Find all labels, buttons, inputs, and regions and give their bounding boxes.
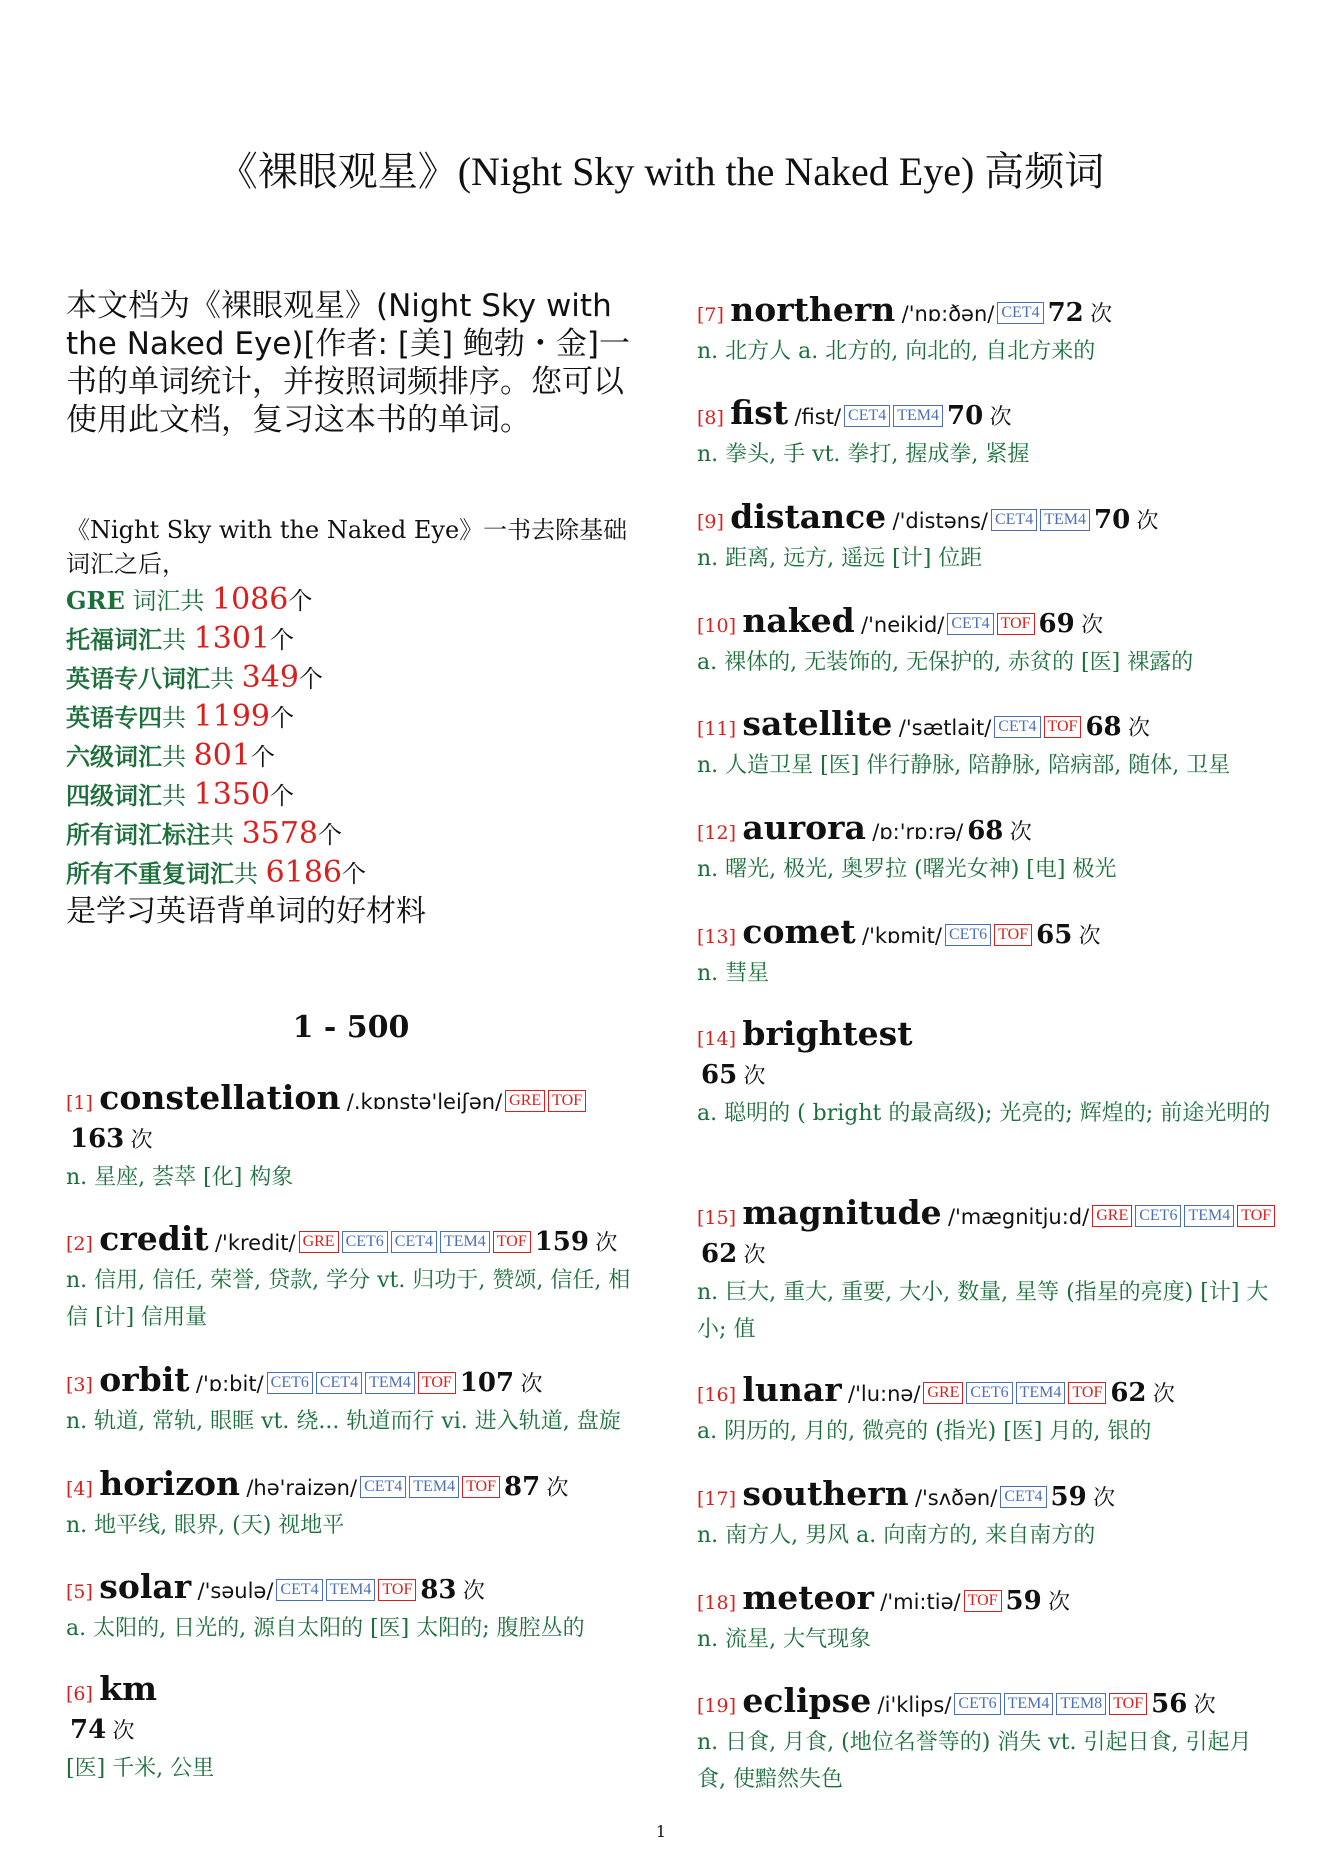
exam-tag: GRE (299, 1231, 339, 1253)
stat-mid: 词汇共 (124, 587, 212, 615)
stat-mid: 共 (162, 743, 194, 771)
exam-tag: TEM4 (409, 1476, 459, 1498)
frequency-unit: 次 (462, 1579, 485, 1604)
pronunciation: /'distəns/ (892, 509, 988, 533)
exam-tag: CET6 (966, 1382, 1012, 1404)
entry-head (697, 1683, 1277, 1724)
stat-unit: 个 (298, 665, 323, 693)
word-entry (66, 1671, 636, 1787)
stat-line-tem8 (66, 659, 636, 698)
word-entry (697, 1476, 1277, 1554)
word-entry (697, 292, 1277, 370)
frequency-count: 107 (459, 1368, 515, 1398)
word-entry (697, 914, 1277, 992)
stat-line-gre (66, 581, 636, 620)
stat-number: 1086 (212, 582, 289, 617)
exam-tag: TOF (1068, 1382, 1106, 1404)
entry-index: [18] (697, 1592, 737, 1614)
headword: credit (99, 1219, 209, 1258)
entry-index: [8] (697, 407, 724, 429)
stat-mid: 共 (162, 626, 194, 654)
stat-label: 英语专八词汇 (66, 664, 210, 693)
entry-head (697, 1016, 1277, 1095)
frequency-unit: 次 (1081, 613, 1104, 638)
frequency-unit: 次 (1090, 302, 1113, 327)
exam-tag: CET6 (1135, 1205, 1181, 1227)
stat-number: 3578 (241, 816, 318, 851)
entry-index: [17] (697, 1488, 737, 1510)
entry-index: [11] (697, 718, 737, 740)
word-entry (66, 1221, 636, 1336)
frequency-unit: 次 (1009, 820, 1032, 845)
exam-tag: TEM4 (1004, 1693, 1054, 1715)
definition: n. 曙光, 极光, 奥罗拉 (曙光女神) [电] 极光 (697, 857, 1117, 882)
headword: comet (742, 912, 856, 951)
entry-head (697, 292, 1277, 333)
stat-label: 所有不重复词汇 (66, 859, 234, 888)
entry-head (697, 1372, 1277, 1413)
definition: n. 南方人, 男风 a. 向南方的, 来自南方的 (697, 1523, 1096, 1548)
frequency-unit: 次 (1048, 1590, 1071, 1615)
entry-head (697, 1476, 1277, 1517)
exam-tag: TOF (493, 1231, 531, 1253)
entry-index: [3] (66, 1374, 93, 1396)
exam-tag: TEM4 (326, 1579, 376, 1601)
headword: solar (99, 1567, 192, 1606)
stat-line-cet4 (66, 776, 636, 815)
definition: n. 星座, 荟萃 [化] 构象 (66, 1165, 294, 1190)
pronunciation: /.kɒnstə'leiʃən/ (346, 1090, 503, 1114)
stat-line-tem4 (66, 698, 636, 737)
exam-tag: GRE (923, 1382, 963, 1404)
definition: n. 距离, 远方, 遥远 [计] 位距 (697, 546, 983, 571)
definition: n. 信用, 信任, 荣誉, 贷款, 学分 vt. 归功于, 赞颂, 信任, 相信 [计] 信用量 (66, 1268, 631, 1330)
entry-head (697, 914, 1277, 955)
stat-mid: 共 (162, 782, 194, 810)
word-entry (66, 1466, 636, 1544)
entry-index: [16] (697, 1384, 737, 1406)
stat-unit: 个 (288, 587, 313, 615)
document-title: 《裸眼观星》(Night Sky with the Naked Eye) 高频词 (217, 149, 1105, 194)
stat-unit: 个 (270, 782, 294, 810)
pronunciation: /'mægnitju:d/ (947, 1205, 1090, 1229)
frequency-count: 68 (1085, 712, 1122, 742)
frequency-unit: 次 (989, 405, 1012, 430)
word-entry (697, 810, 1277, 888)
exam-tag: CET6 (954, 1693, 1000, 1715)
entry-index: [6] (66, 1683, 93, 1705)
headword: eclipse (742, 1681, 872, 1720)
entry-head (66, 1362, 636, 1403)
headword: satellite (742, 704, 893, 743)
pronunciation: /'səulə/ (197, 1579, 274, 1603)
stat-label: 四级词汇 (66, 781, 162, 810)
exam-tag: TOF (964, 1590, 1002, 1612)
stat-mid: 共 (234, 860, 266, 888)
exam-tag: TOF (378, 1579, 416, 1601)
pronunciation: /'neikid/ (861, 613, 945, 637)
pronunciation: /i'klips/ (877, 1693, 952, 1717)
word-entry (697, 1683, 1277, 1798)
headword: km (99, 1669, 158, 1708)
frequency-unit: 次 (130, 1128, 153, 1153)
exam-tag: CET4 (991, 509, 1037, 531)
frequency-count: 72 (1047, 298, 1084, 328)
page-number: 1 (655, 1822, 667, 1841)
entry-index: [7] (697, 304, 724, 326)
stat-unit: 个 (250, 743, 275, 771)
frequency-count: 59 (1050, 1482, 1087, 1512)
word-entry (697, 1372, 1277, 1450)
exam-tag: TEM4 (365, 1372, 415, 1394)
stat-label: 托福词汇 (66, 625, 162, 654)
word-entry (697, 1016, 1277, 1132)
stat-line-toefl (66, 620, 636, 659)
entry-index: [13] (697, 926, 737, 948)
frequency-unit: 次 (546, 1476, 569, 1501)
frequency-count: 62 (701, 1239, 738, 1269)
frequency-unit: 次 (743, 1243, 766, 1268)
headword: fist (730, 393, 789, 432)
stat-label: 所有词汇标注 (66, 820, 210, 849)
frequency-unit: 次 (743, 1064, 766, 1089)
entry-head (697, 395, 1277, 436)
stat-line-cet6 (66, 737, 636, 776)
entry-index: [14] (697, 1028, 737, 1050)
definition: n. 轨道, 常轨, 眼眶 vt. 绕... 轨道而行 vi. 进入轨道, 盘旋 (66, 1409, 621, 1434)
pronunciation: /hə'raizən/ (246, 1476, 358, 1500)
exam-tag: CET4 (391, 1231, 437, 1253)
entry-head (66, 1221, 636, 1262)
definition: n. 地平线, 眼界, (天) 视地平 (66, 1513, 345, 1538)
entry-index: [9] (697, 511, 724, 533)
entry-index: [1] (66, 1092, 93, 1114)
exam-tag: CET6 (945, 924, 991, 946)
definition: n. 日食, 月食, (地位名誉等的) 消失 vt. 引起日食, 引起月食, 使黯然失色 (697, 1730, 1252, 1792)
frequency-count: 83 (420, 1575, 457, 1605)
exam-tag: CET4 (360, 1476, 406, 1498)
frequency-count: 70 (1093, 505, 1131, 535)
definition: a. 太阳的, 日光的, 源自太阳的 [医] 太阳的; 腹腔丛的 (66, 1616, 585, 1641)
entry-head (697, 603, 1277, 644)
exam-tag: TOF (1237, 1205, 1275, 1227)
stat-unit: 个 (270, 626, 294, 654)
definition: a. 阴历的, 月的, 微亮的 (指光) [医] 月的, 银的 (697, 1419, 1152, 1444)
exam-tag: TOF (1044, 716, 1082, 738)
stat-label: 英语专四 (66, 703, 162, 732)
exam-tag: TEM4 (1184, 1205, 1234, 1227)
entry-head (697, 499, 1277, 540)
frequency-count: 163 (70, 1124, 125, 1154)
stat-number: 1350 (193, 777, 270, 812)
frequency-count: 65 (1036, 920, 1073, 950)
exam-tag: CET6 (342, 1231, 388, 1253)
headword: magnitude (742, 1193, 942, 1232)
definition: a. 裸体的, 无装饰的, 无保护的, 赤贫的 [医] 裸露的 (697, 650, 1194, 675)
definition: [医] 千米, 公里 (66, 1756, 215, 1781)
stats-lead: 《Night Sky with the Naked Eye》一书去除基础词汇之后， (66, 516, 628, 578)
frequency-unit: 次 (1127, 716, 1150, 741)
vocab-stats (66, 513, 636, 930)
headword: brightest (742, 1014, 913, 1053)
exam-tag: TOF (548, 1090, 586, 1112)
entry-head (697, 810, 1277, 851)
pronunciation: /'nɒ:ðən/ (901, 302, 995, 326)
stat-number: 1301 (193, 621, 270, 656)
headword: southern (742, 1474, 909, 1513)
headword: northern (730, 290, 896, 329)
frequency-unit: 次 (112, 1719, 135, 1744)
stat-number: 1199 (193, 699, 270, 734)
entry-index: [4] (66, 1478, 93, 1500)
exam-tag: CET4 (994, 716, 1040, 738)
headword: horizon (99, 1464, 240, 1503)
frequency-count: 59 (1005, 1586, 1042, 1616)
exam-tag: TOF (462, 1476, 500, 1498)
stats-closing: 是学习英语背单词的好材料 (66, 894, 426, 929)
exam-tag: CET4 (316, 1372, 362, 1394)
frequency-unit: 次 (1152, 1382, 1175, 1407)
word-entry (697, 706, 1277, 784)
headword: lunar (742, 1370, 842, 1409)
headword: orbit (99, 1360, 190, 1399)
frequency-count: 69 (1038, 609, 1075, 639)
stat-number: 6186 (265, 855, 342, 890)
exam-tag: CET6 (267, 1372, 313, 1394)
exam-tag: TOF (418, 1372, 456, 1394)
definition: n. 人造卫星 [医] 伴行静脉, 陪静脉, 陪病部, 随体, 卫星 (697, 753, 1231, 778)
entry-index: [12] (697, 822, 737, 844)
word-entry (697, 603, 1277, 681)
headword: distance (730, 497, 887, 536)
exam-tag: CET4 (276, 1579, 322, 1601)
exam-tag: GRE (1092, 1205, 1132, 1227)
definition: n. 巨大, 重大, 重要, 大小, 数量, 星等 (指星的亮度) [计] 大小; 值 (697, 1280, 1269, 1342)
exam-tag: TEM4 (1040, 509, 1090, 531)
pronunciation: /fist/ (794, 405, 842, 429)
word-entry (697, 1580, 1277, 1658)
word-entry (66, 1569, 636, 1647)
word-entry (697, 499, 1277, 577)
pronunciation: /'lu:nə/ (848, 1382, 921, 1406)
frequency-count: 56 (1151, 1689, 1188, 1719)
stat-unit: 个 (270, 704, 294, 732)
entry-index: [19] (697, 1695, 737, 1717)
frequency-unit: 次 (520, 1372, 543, 1397)
exam-tag: CET4 (997, 302, 1043, 324)
pronunciation: /'mi:tiə/ (880, 1590, 961, 1614)
exam-tag: CET4 (947, 613, 993, 635)
headword: naked (742, 601, 855, 640)
exam-tag: CET4 (844, 405, 890, 427)
definition: n. 彗星 (697, 961, 770, 986)
frequency-count: 68 (967, 816, 1004, 846)
headword: aurora (742, 808, 866, 847)
frequency-unit: 次 (1078, 924, 1101, 949)
pronunciation: /'ɒ:bit/ (195, 1372, 264, 1396)
stat-unit: 个 (342, 860, 366, 888)
pronunciation: /ɒ:'rɒ:rə/ (872, 820, 964, 844)
exam-tag: GRE (505, 1090, 545, 1112)
frequency-count: 65 (701, 1060, 738, 1090)
frequency-unit: 次 (1136, 509, 1159, 534)
exam-tag: TEM4 (893, 405, 943, 427)
definition: n. 北方人 a. 北方的, 向北的, 自北方来的 (697, 339, 1096, 364)
stat-label: 六级词汇 (66, 742, 162, 771)
entry-head (697, 706, 1277, 747)
word-entry (66, 1362, 636, 1440)
definition: a. 聪明的 ( bright 的最高级); 光亮的; 辉煌的; 前途光明的 (697, 1101, 1271, 1126)
pronunciation: /'sʌðən/ (914, 1486, 998, 1510)
entry-head (66, 1466, 636, 1507)
entry-index: [5] (66, 1581, 93, 1603)
headword: constellation (99, 1078, 341, 1117)
word-entry (697, 1195, 1277, 1348)
stat-mid: 共 (210, 821, 242, 849)
range-heading: 1 - 500 (292, 1010, 410, 1045)
exam-tag: TEM8 (1056, 1693, 1106, 1715)
frequency-count: 62 (1110, 1378, 1147, 1408)
entry-index: [2] (66, 1233, 93, 1255)
frequency-unit: 次 (1193, 1693, 1216, 1718)
frequency-count: 87 (504, 1472, 541, 1502)
entry-index: [15] (697, 1207, 737, 1229)
entry-head (66, 1569, 636, 1610)
definition: n. 拳头, 手 vt. 拳打, 握成拳, 紧握 (697, 442, 1030, 467)
entry-head (66, 1080, 636, 1159)
entry-head (697, 1195, 1277, 1274)
entry-index: [10] (697, 615, 737, 637)
pronunciation: /'kredit/ (214, 1231, 296, 1255)
exam-tag: TEM4 (1016, 1382, 1066, 1404)
stat-unit: 个 (318, 821, 342, 849)
stat-mid: 共 (210, 665, 242, 693)
stat-mid: 共 (162, 704, 194, 732)
exam-tag: TOF (997, 613, 1035, 635)
entry-head (66, 1671, 636, 1750)
frequency-count: 70 (947, 401, 984, 431)
pronunciation: /'kɒmit/ (862, 924, 942, 948)
exam-tag: TEM4 (440, 1231, 490, 1253)
word-entry (66, 1080, 636, 1196)
stat-number: 349 (241, 660, 299, 695)
intro-paragraph: 本文档为《裸眼观星》(Night Sky with the Naked Eye)[作者: [美] 鲍勃・金]一书的单词统计，并按照词频排序。您可以使用此文档，复习这本书的单词。 (66, 288, 630, 438)
exam-tag: TOF (1109, 1693, 1147, 1715)
frequency-count: 74 (70, 1715, 107, 1745)
headword: meteor (742, 1578, 874, 1617)
exam-tag: TOF (994, 924, 1032, 946)
frequency-count: 159 (534, 1227, 589, 1257)
stat-line-all-tagged (66, 815, 636, 854)
frequency-unit: 次 (1093, 1486, 1116, 1511)
stat-number: 801 (193, 738, 251, 773)
word-entry (697, 395, 1277, 473)
stat-label: GRE (66, 586, 125, 615)
frequency-unit: 次 (595, 1231, 618, 1256)
stat-line-all-unique (66, 854, 636, 893)
entry-head (697, 1580, 1277, 1621)
definition: n. 流星, 大气现象 (697, 1627, 872, 1652)
exam-tag: CET4 (1000, 1486, 1046, 1508)
pronunciation: /'sætlait/ (898, 716, 992, 740)
